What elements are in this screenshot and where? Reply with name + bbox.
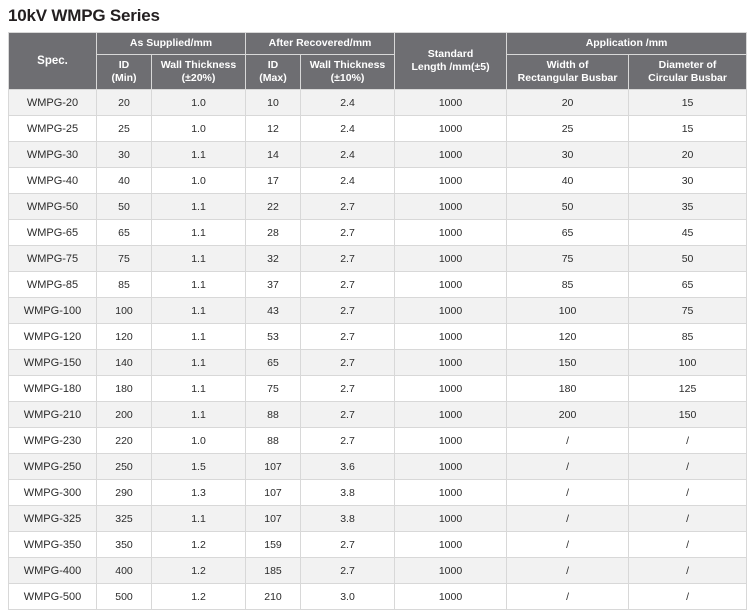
cell-id-max: 185 — [246, 558, 301, 584]
cell-id-min: 40 — [97, 168, 152, 194]
cell-width-rectangular: / — [507, 428, 629, 454]
cell-width-rectangular: 30 — [507, 142, 629, 168]
cell-spec: WMPG-100 — [9, 298, 97, 324]
cell-width-rectangular: / — [507, 480, 629, 506]
cell-spec: WMPG-400 — [9, 558, 97, 584]
table-row — [9, 506, 747, 532]
cell-id-min: 180 — [97, 376, 152, 402]
cell-wall-recovered: 2.7 — [301, 194, 395, 220]
cell-wall-supplied: 1.1 — [152, 402, 246, 428]
cell-id-max: 17 — [246, 168, 301, 194]
header-diameter-circular-line1: Diameter of — [658, 59, 717, 72]
cell-wall-recovered: 2.7 — [301, 246, 395, 272]
cell-standard-length: 1000 — [395, 90, 507, 116]
cell-wall-recovered: 2.7 — [301, 428, 395, 454]
cell-diameter-circular: 15 — [629, 116, 747, 142]
table-row — [9, 116, 747, 142]
header-application: Application /mm — [507, 33, 747, 55]
header-id-max-line1: ID — [267, 59, 279, 72]
cell-wall-supplied: 1.1 — [152, 324, 246, 350]
cell-standard-length: 1000 — [395, 532, 507, 558]
header-width-rectangular-line2: Rectangular Busbar — [517, 72, 618, 85]
cell-id-max: 159 — [246, 532, 301, 558]
cell-id-min: 350 — [97, 532, 152, 558]
header-as-supplied: As Supplied/mm — [97, 33, 246, 55]
cell-standard-length: 1000 — [395, 324, 507, 350]
cell-id-min: 250 — [97, 454, 152, 480]
header-wall-supplied-line2: (±20%) — [181, 72, 216, 85]
header-wall-recovered-line2: (±10%) — [330, 72, 365, 85]
cell-diameter-circular: / — [629, 532, 747, 558]
cell-wall-recovered: 2.4 — [301, 142, 395, 168]
table-row — [9, 402, 747, 428]
cell-wall-recovered: 2.7 — [301, 324, 395, 350]
table-row — [9, 168, 747, 194]
cell-width-rectangular: 100 — [507, 298, 629, 324]
cell-wall-recovered: 2.7 — [301, 532, 395, 558]
cell-wall-recovered: 3.8 — [301, 506, 395, 532]
cell-standard-length: 1000 — [395, 116, 507, 142]
cell-spec: WMPG-25 — [9, 116, 97, 142]
cell-diameter-circular: 15 — [629, 90, 747, 116]
cell-width-rectangular: 200 — [507, 402, 629, 428]
header-wall-recovered-line1: Wall Thickness — [309, 59, 386, 72]
table-header — [9, 33, 747, 90]
cell-diameter-circular: 85 — [629, 324, 747, 350]
cell-id-max: 65 — [246, 350, 301, 376]
cell-spec: WMPG-50 — [9, 194, 97, 220]
header-id-min-line2: (Min) — [111, 72, 137, 85]
cell-id-min: 30 — [97, 142, 152, 168]
cell-wall-supplied: 1.2 — [152, 558, 246, 584]
cell-spec: WMPG-325 — [9, 506, 97, 532]
cell-id-min: 325 — [97, 506, 152, 532]
header-id-min — [97, 55, 152, 90]
cell-spec: WMPG-180 — [9, 376, 97, 402]
cell-wall-supplied: 1.1 — [152, 350, 246, 376]
cell-spec: WMPG-150 — [9, 350, 97, 376]
cell-id-max: 14 — [246, 142, 301, 168]
cell-width-rectangular: / — [507, 532, 629, 558]
cell-standard-length: 1000 — [395, 142, 507, 168]
cell-wall-supplied: 1.1 — [152, 220, 246, 246]
cell-id-max: 107 — [246, 454, 301, 480]
cell-wall-supplied: 1.1 — [152, 376, 246, 402]
cell-wall-supplied: 1.2 — [152, 584, 246, 610]
cell-id-min: 85 — [97, 272, 152, 298]
cell-width-rectangular: 50 — [507, 194, 629, 220]
cell-width-rectangular: 120 — [507, 324, 629, 350]
table-row — [9, 90, 747, 116]
cell-id-min: 100 — [97, 298, 152, 324]
table-row — [9, 558, 747, 584]
cell-standard-length: 1000 — [395, 402, 507, 428]
cell-standard-length: 1000 — [395, 194, 507, 220]
cell-wall-recovered: 2.4 — [301, 116, 395, 142]
cell-wall-recovered: 2.7 — [301, 298, 395, 324]
cell-wall-supplied: 1.2 — [152, 532, 246, 558]
cell-wall-recovered: 2.7 — [301, 350, 395, 376]
table-row — [9, 480, 747, 506]
header-after-recovered: After Recovered/mm — [246, 33, 395, 55]
cell-diameter-circular: 50 — [629, 246, 747, 272]
cell-id-max: 107 — [246, 506, 301, 532]
cell-width-rectangular: 65 — [507, 220, 629, 246]
table-row — [9, 350, 747, 376]
cell-id-min: 140 — [97, 350, 152, 376]
cell-wall-recovered: 2.4 — [301, 90, 395, 116]
cell-width-rectangular: 75 — [507, 246, 629, 272]
cell-width-rectangular: 40 — [507, 168, 629, 194]
table-row — [9, 194, 747, 220]
cell-id-min: 75 — [97, 246, 152, 272]
table-row — [9, 376, 747, 402]
cell-standard-length: 1000 — [395, 376, 507, 402]
cell-spec: WMPG-230 — [9, 428, 97, 454]
cell-id-min: 290 — [97, 480, 152, 506]
cell-id-max: 210 — [246, 584, 301, 610]
cell-width-rectangular: / — [507, 584, 629, 610]
spec-table — [8, 32, 747, 610]
table-row — [9, 298, 747, 324]
cell-diameter-circular: / — [629, 584, 747, 610]
cell-id-min: 20 — [97, 90, 152, 116]
cell-id-max: 12 — [246, 116, 301, 142]
cell-diameter-circular: / — [629, 454, 747, 480]
cell-id-max: 28 — [246, 220, 301, 246]
cell-wall-supplied: 1.5 — [152, 454, 246, 480]
cell-diameter-circular: / — [629, 428, 747, 454]
cell-wall-supplied: 1.0 — [152, 168, 246, 194]
cell-id-max: 22 — [246, 194, 301, 220]
cell-wall-supplied: 1.0 — [152, 90, 246, 116]
header-width-rectangular — [507, 55, 629, 90]
cell-standard-length: 1000 — [395, 506, 507, 532]
cell-standard-length: 1000 — [395, 298, 507, 324]
cell-diameter-circular: 125 — [629, 376, 747, 402]
header-diameter-circular-line2: Circular Busbar — [648, 72, 727, 85]
cell-id-max: 107 — [246, 480, 301, 506]
cell-spec: WMPG-85 — [9, 272, 97, 298]
cell-spec: WMPG-75 — [9, 246, 97, 272]
cell-standard-length: 1000 — [395, 272, 507, 298]
cell-id-min: 200 — [97, 402, 152, 428]
header-wall-supplied — [152, 55, 246, 90]
cell-id-min: 65 — [97, 220, 152, 246]
cell-wall-recovered: 3.0 — [301, 584, 395, 610]
cell-diameter-circular: 100 — [629, 350, 747, 376]
cell-id-min: 25 — [97, 116, 152, 142]
cell-id-max: 88 — [246, 428, 301, 454]
cell-width-rectangular: / — [507, 454, 629, 480]
cell-id-max: 88 — [246, 402, 301, 428]
header-wall-supplied-line1: Wall Thickness — [160, 59, 237, 72]
cell-standard-length: 1000 — [395, 428, 507, 454]
cell-standard-length: 1000 — [395, 558, 507, 584]
cell-diameter-circular: / — [629, 480, 747, 506]
cell-id-max: 53 — [246, 324, 301, 350]
table-row — [9, 220, 747, 246]
cell-standard-length: 1000 — [395, 220, 507, 246]
cell-wall-recovered: 3.6 — [301, 454, 395, 480]
header-standard-length-line1: Standard — [427, 48, 474, 61]
cell-id-max: 75 — [246, 376, 301, 402]
header-id-min-line1: ID — [118, 59, 130, 72]
table-row — [9, 584, 747, 610]
cell-wall-supplied: 1.1 — [152, 194, 246, 220]
cell-wall-supplied: 1.3 — [152, 480, 246, 506]
cell-wall-recovered: 2.7 — [301, 220, 395, 246]
header-diameter-circular — [629, 55, 747, 90]
cell-wall-recovered: 2.7 — [301, 272, 395, 298]
cell-wall-recovered: 2.7 — [301, 376, 395, 402]
cell-wall-supplied: 1.1 — [152, 298, 246, 324]
cell-diameter-circular: 75 — [629, 298, 747, 324]
cell-spec: WMPG-20 — [9, 90, 97, 116]
cell-diameter-circular: / — [629, 558, 747, 584]
header-width-rectangular-line1: Width of — [546, 59, 589, 72]
cell-spec: WMPG-30 — [9, 142, 97, 168]
cell-width-rectangular: 20 — [507, 90, 629, 116]
table-row — [9, 246, 747, 272]
cell-standard-length: 1000 — [395, 454, 507, 480]
header-row-group — [9, 33, 747, 55]
cell-width-rectangular: / — [507, 558, 629, 584]
cell-width-rectangular: 180 — [507, 376, 629, 402]
cell-spec: WMPG-500 — [9, 584, 97, 610]
cell-spec: WMPG-120 — [9, 324, 97, 350]
cell-spec: WMPG-65 — [9, 220, 97, 246]
cell-standard-length: 1000 — [395, 350, 507, 376]
cell-wall-supplied: 1.0 — [152, 116, 246, 142]
header-wall-recovered — [301, 55, 395, 90]
table-row — [9, 428, 747, 454]
cell-id-min: 220 — [97, 428, 152, 454]
cell-diameter-circular: 30 — [629, 168, 747, 194]
header-row-sub — [9, 55, 747, 90]
cell-id-max: 10 — [246, 90, 301, 116]
cell-wall-recovered: 3.8 — [301, 480, 395, 506]
cell-width-rectangular: 85 — [507, 272, 629, 298]
cell-wall-supplied: 1.1 — [152, 272, 246, 298]
cell-diameter-circular: 35 — [629, 194, 747, 220]
cell-wall-supplied: 1.1 — [152, 506, 246, 532]
cell-width-rectangular: / — [507, 506, 629, 532]
cell-diameter-circular: 45 — [629, 220, 747, 246]
cell-id-min: 50 — [97, 194, 152, 220]
cell-id-max: 43 — [246, 298, 301, 324]
cell-standard-length: 1000 — [395, 168, 507, 194]
cell-diameter-circular: 65 — [629, 272, 747, 298]
cell-wall-recovered: 2.4 — [301, 168, 395, 194]
cell-id-min: 120 — [97, 324, 152, 350]
cell-id-max: 37 — [246, 272, 301, 298]
header-id-max — [246, 55, 301, 90]
cell-standard-length: 1000 — [395, 480, 507, 506]
page-title: 10kV WMPG Series — [8, 6, 160, 25]
table-row — [9, 272, 747, 298]
cell-spec: WMPG-350 — [9, 532, 97, 558]
table-row — [9, 454, 747, 480]
table-body — [9, 90, 747, 610]
cell-wall-supplied: 1.1 — [152, 246, 246, 272]
cell-id-min: 400 — [97, 558, 152, 584]
cell-standard-length: 1000 — [395, 246, 507, 272]
cell-wall-recovered: 2.7 — [301, 402, 395, 428]
cell-spec: WMPG-40 — [9, 168, 97, 194]
header-id-max-line2: (Max) — [259, 72, 287, 85]
cell-spec: WMPG-250 — [9, 454, 97, 480]
cell-wall-supplied: 1.1 — [152, 142, 246, 168]
header-standard-length-line2: Length /mm(±5) — [411, 61, 490, 74]
header-standard-length — [395, 33, 507, 90]
cell-spec: WMPG-300 — [9, 480, 97, 506]
cell-spec: WMPG-210 — [9, 402, 97, 428]
cell-width-rectangular: 25 — [507, 116, 629, 142]
cell-id-min: 500 — [97, 584, 152, 610]
table-row — [9, 324, 747, 350]
cell-wall-supplied: 1.0 — [152, 428, 246, 454]
header-spec: Spec. — [9, 33, 97, 90]
cell-id-max: 32 — [246, 246, 301, 272]
cell-diameter-circular: / — [629, 506, 747, 532]
cell-width-rectangular: 150 — [507, 350, 629, 376]
table-row — [9, 142, 747, 168]
cell-diameter-circular: 150 — [629, 402, 747, 428]
table-row — [9, 532, 747, 558]
cell-wall-recovered: 2.7 — [301, 558, 395, 584]
cell-diameter-circular: 20 — [629, 142, 747, 168]
cell-standard-length: 1000 — [395, 584, 507, 610]
